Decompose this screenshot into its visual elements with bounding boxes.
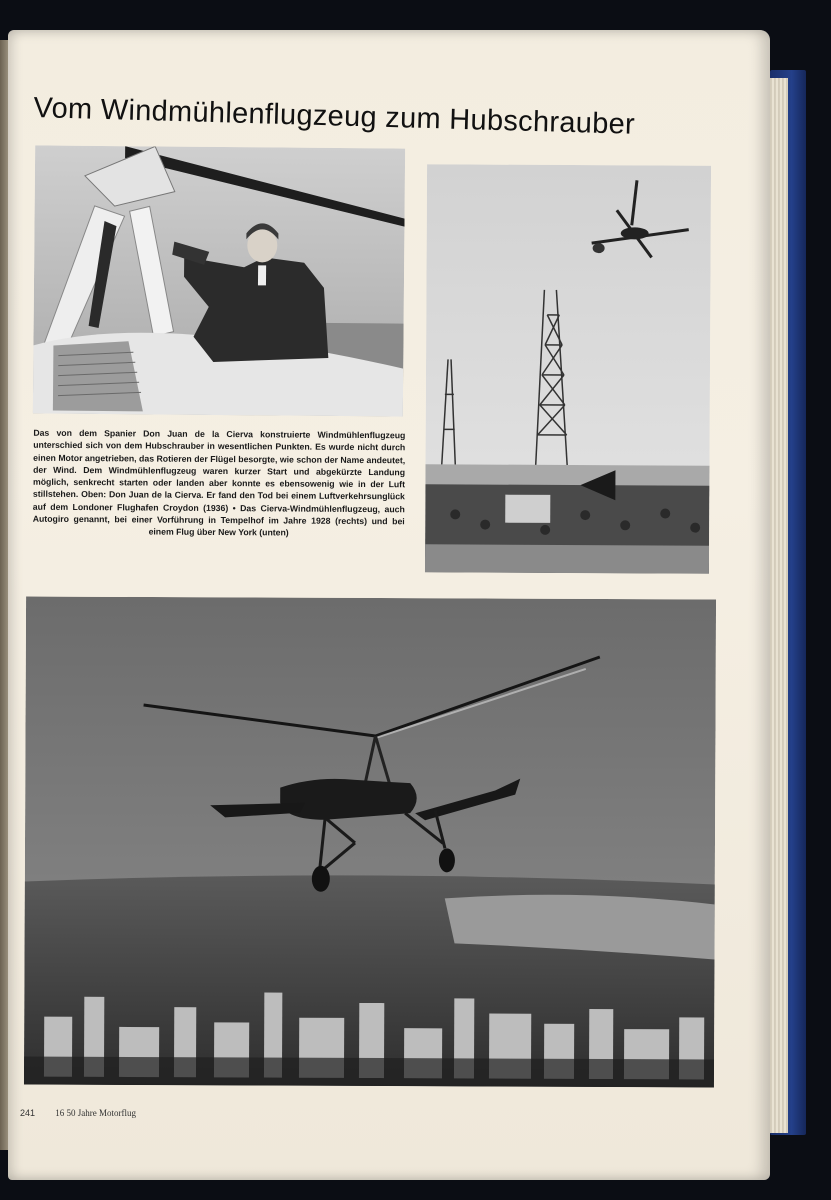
page-number: 241 [20,1108,36,1118]
photo-cierva-portrait [33,145,405,416]
publication-title: 50 Jahre Motorflug [66,1108,137,1118]
page-title: Vom Windmühlenflugzeug zum Hubschrauber [33,92,636,141]
footer-marker: 16 [55,1108,65,1118]
page-footer [20,1108,136,1118]
photo-caption: Das von dem Spanier Don Juan de la Cierva konstruierte Windmühlenflugzeug unterschied sich von dem Hubschrauber in wesentlichen Punkten. Es wurde nicht durch einen Motor angetrieben, das Rotieren der Flügel besorgte, wie schon der Name andeutet, der Wind. Dem Windmühlenflugzeug waren kurzer Start und abgekürzte Landung möglich, senkrecht starten oder landen aber konnte es ebensowenig wie in der Luft stillstehen. Oben: Don Juan de la Cierva. Er fand den Tod bei einem Luftverkehrsunglück auf dem Londoner Flughafen Croydon (1936) • Das Cierva-Windmühlenflugzeug, auch Autogiro genannt, bei einer Vorführung in Tempelhof im Jahre 1928 (rechts) und bei einem Flug über New York (unten) [32,427,406,538]
photo-tempelhof-demonstration [425,164,711,573]
photo-new-york-flight [24,596,716,1087]
